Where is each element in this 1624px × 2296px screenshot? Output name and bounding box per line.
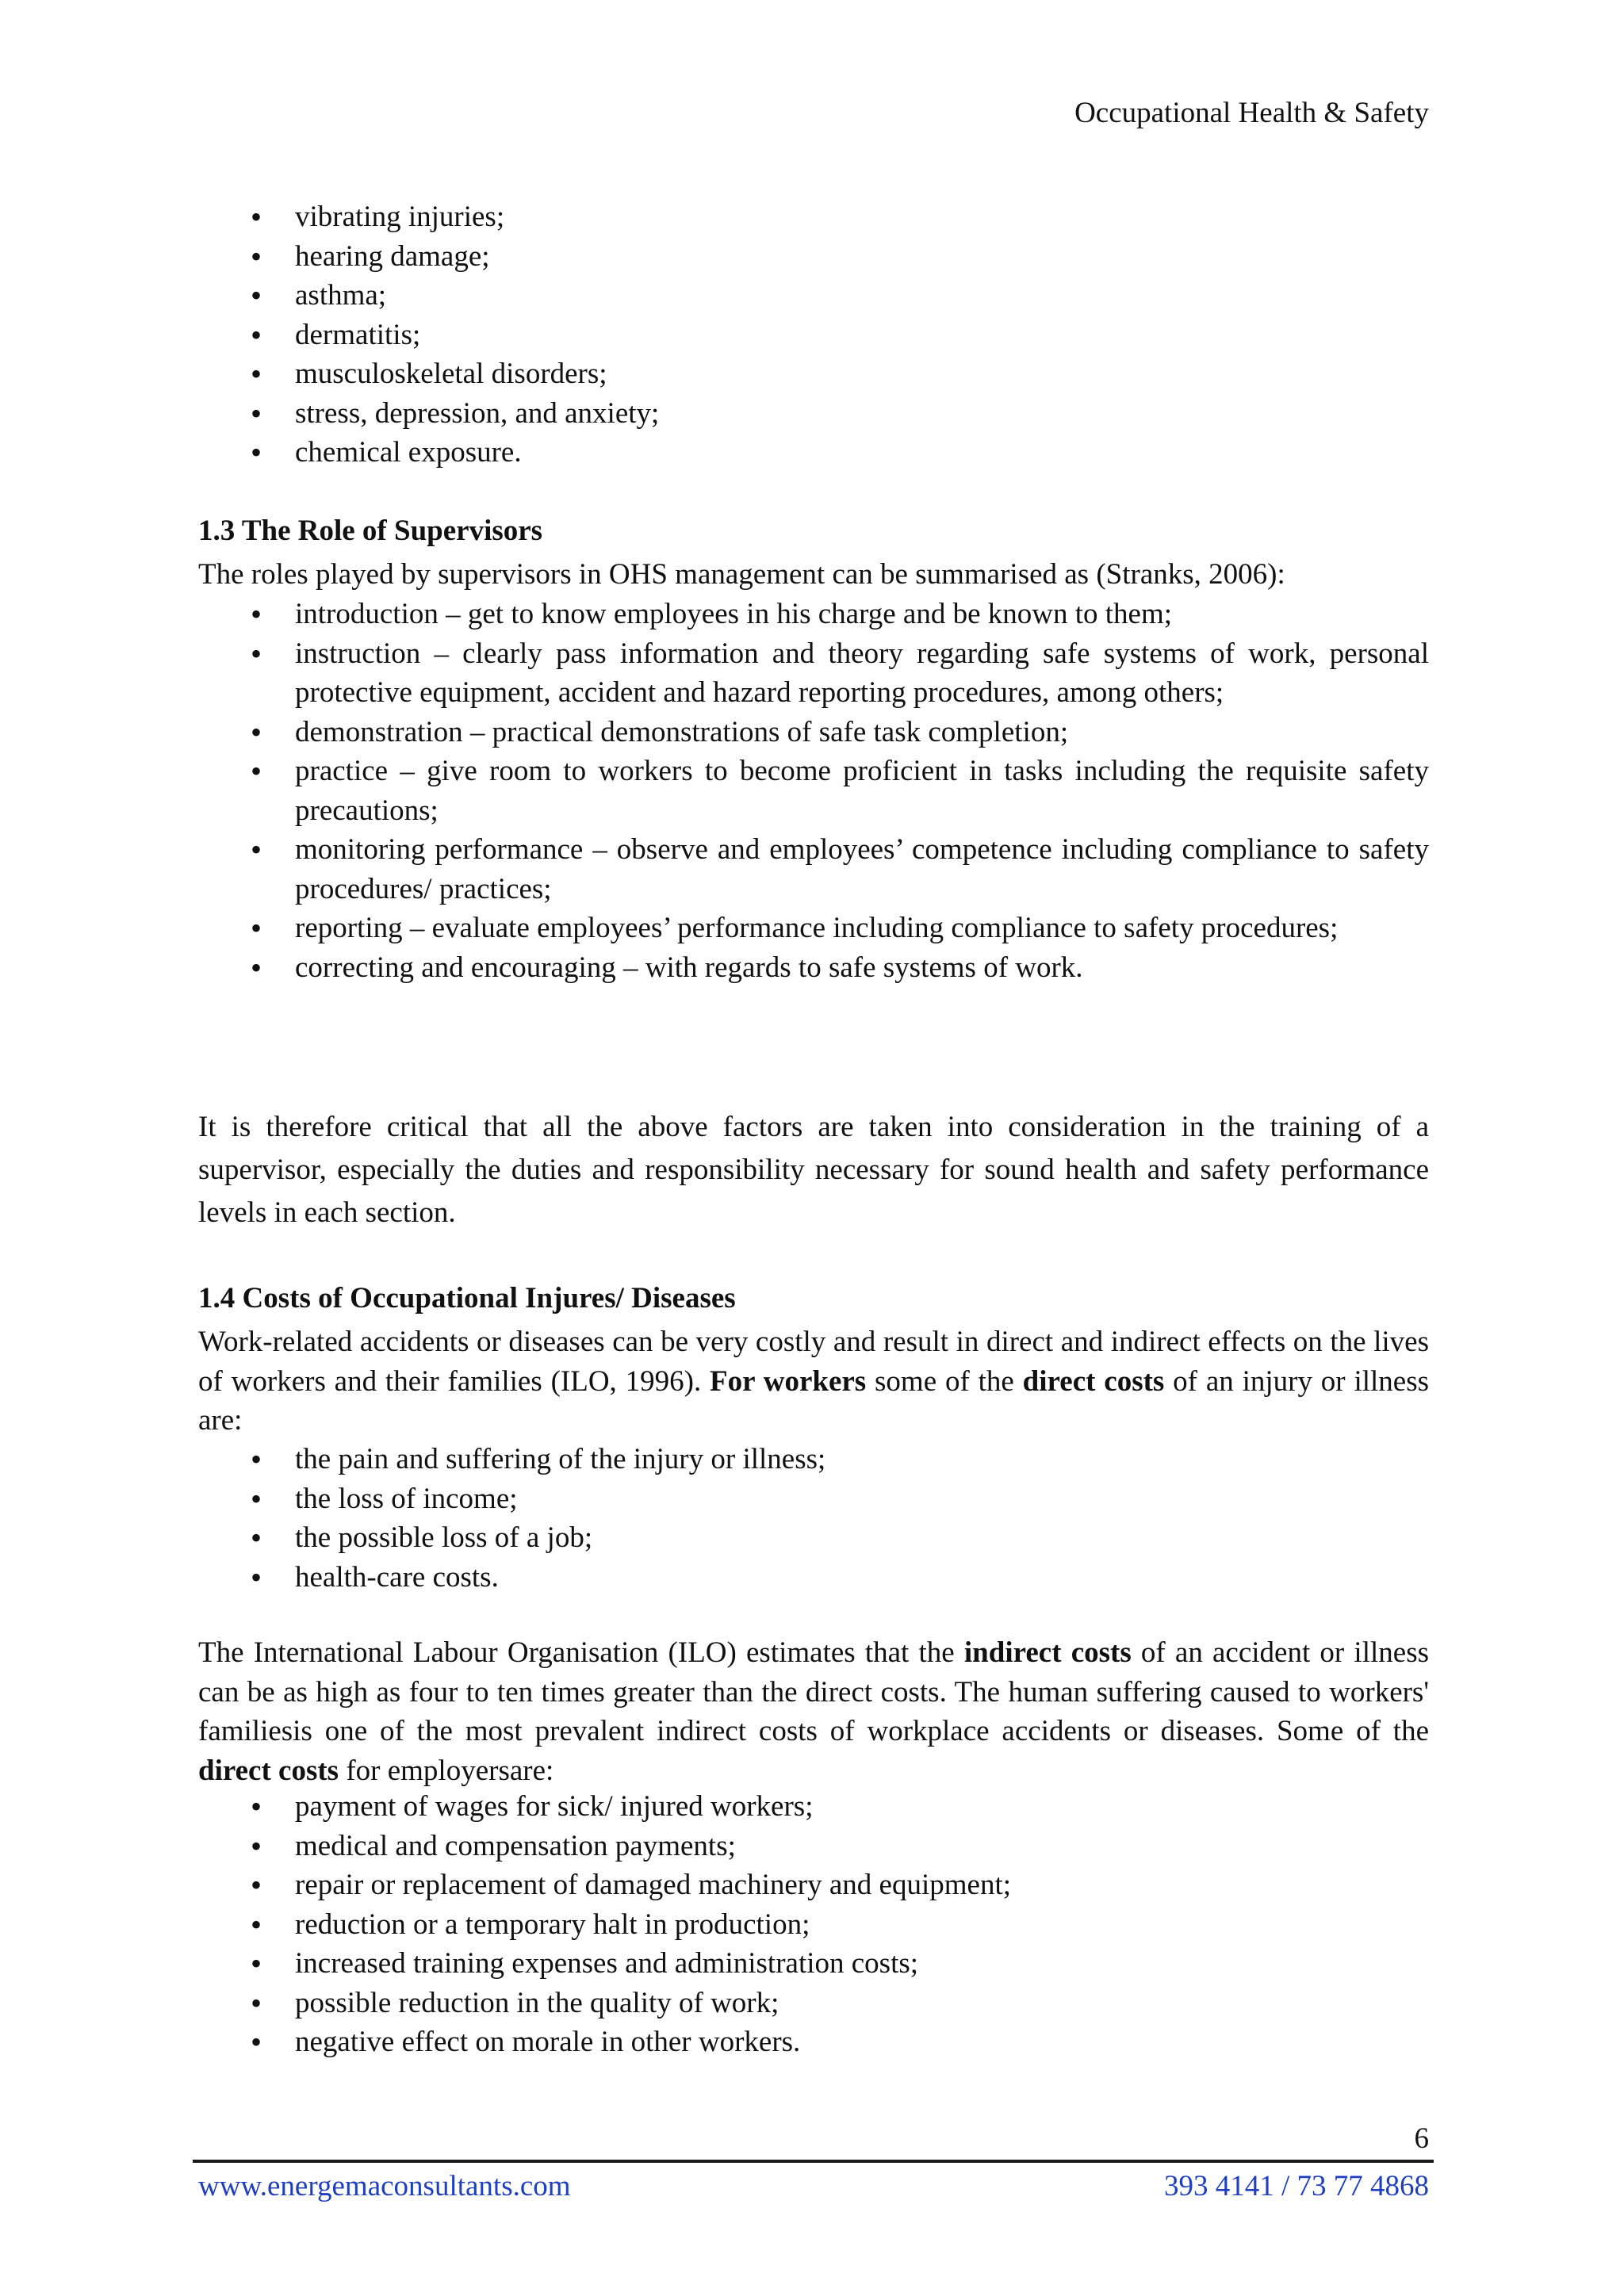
list-item: • stress, depression, and anxiety; bbox=[198, 394, 1429, 434]
employer-costs-list bbox=[198, 1787, 1429, 2062]
section-lead: The roles played by supervisors in OHS management can be summarised as (Stranks, 2006): bbox=[198, 558, 1285, 591]
list-item: • payment of wages for sick/ injured workers; bbox=[198, 1787, 1429, 1827]
list-item: • musculoskeletal disorders; bbox=[198, 354, 1429, 394]
list-item: • practice – give room to workers to become proficient in tasks including the requisite safety precautions; bbox=[198, 752, 1429, 830]
list-item: • vibrating injuries; bbox=[198, 197, 1429, 237]
footer-website-link[interactable]: www.energemaconsultants.com bbox=[198, 2170, 571, 2202]
list-item: • repair or replacement of damaged machinery and equipment; bbox=[198, 1866, 1429, 1905]
list-item: • negative effect on morale in other workers. bbox=[198, 2022, 1429, 2062]
list-item: • the loss of income; bbox=[198, 1479, 1429, 1519]
list-item: • asthma; bbox=[198, 276, 1429, 316]
list-item: • reporting – evaluate employees’ performance including compliance to safety procedures; bbox=[198, 909, 1429, 948]
indirect-costs-paragraph: The International Labour Organisation (ILO) estimates that the indirect costs of an accident or illness can be as high as four to ten times greater than the direct costs. The human suffering caused to workers' familiesis one of the most prevalent indirect costs of workplace accidents or diseases. Some of the direct costs for employersare: bbox=[198, 1636, 1429, 1787]
section-heading: 1.3 The Role of Supervisors bbox=[198, 515, 543, 547]
list-item: • hearing damage; bbox=[198, 237, 1429, 277]
list-item: • correcting and encouraging – with regards to safe systems of work. bbox=[198, 948, 1429, 988]
section-heading: 1.4 Costs of Occupational Injures/ Diseases bbox=[198, 1282, 736, 1314]
footer-divider bbox=[193, 2160, 1434, 2163]
costs-intro-paragraph: Work-related accidents or diseases can be very costly and result in direct and indirect effects on the lives of workers and their families (ILO, 1996). For workers some of the direct costs of an injury or illness are: bbox=[198, 1326, 1430, 1437]
supervisor-roles-list bbox=[198, 595, 1429, 987]
list-item: • the pain and suffering of the injury or illness; bbox=[198, 1440, 1429, 1479]
section-closing-paragraph: It is therefore critical that all the above factors are taken into consideration in the training of a supervisor, especially the duties and responsibility necessary for sound health and safety performance levels in each section. bbox=[198, 1111, 1429, 1229]
list-item: • monitoring performance – observe and employees’ competence including compliance to safety procedures/ practices; bbox=[198, 830, 1429, 909]
page-number: 6 bbox=[1414, 2122, 1429, 2155]
list-item: • chemical exposure. bbox=[198, 433, 1429, 473]
list-item: • reduction or a temporary halt in production; bbox=[198, 1905, 1429, 1945]
list-item: • dermatitis; bbox=[198, 316, 1429, 355]
list-item: • demonstration – practical demonstrations of safe task completion; bbox=[198, 713, 1429, 752]
list-item: • instruction – clearly pass information and theory regarding safe systems of work, personal protective equipment, accident and hazard reporting procedures, among others; bbox=[198, 634, 1429, 713]
list-item: • medical and compensation payments; bbox=[198, 1827, 1429, 1866]
list-item: • health-care costs. bbox=[198, 1558, 1429, 1598]
footer-phone-number: 393 4141 / 73 77 4868 bbox=[1163, 2170, 1429, 2202]
list-item: • possible reduction in the quality of work; bbox=[198, 1984, 1429, 2023]
list-item: • increased training expenses and administration costs; bbox=[198, 1944, 1429, 1984]
intro-list bbox=[198, 197, 1429, 473]
list-item: • the possible loss of a job; bbox=[198, 1518, 1429, 1558]
list-item: • introduction – get to know employees in his charge and be known to them; bbox=[198, 595, 1429, 634]
running-header: Occupational Health & Safety bbox=[1074, 97, 1429, 129]
worker-costs-list bbox=[198, 1440, 1429, 1597]
